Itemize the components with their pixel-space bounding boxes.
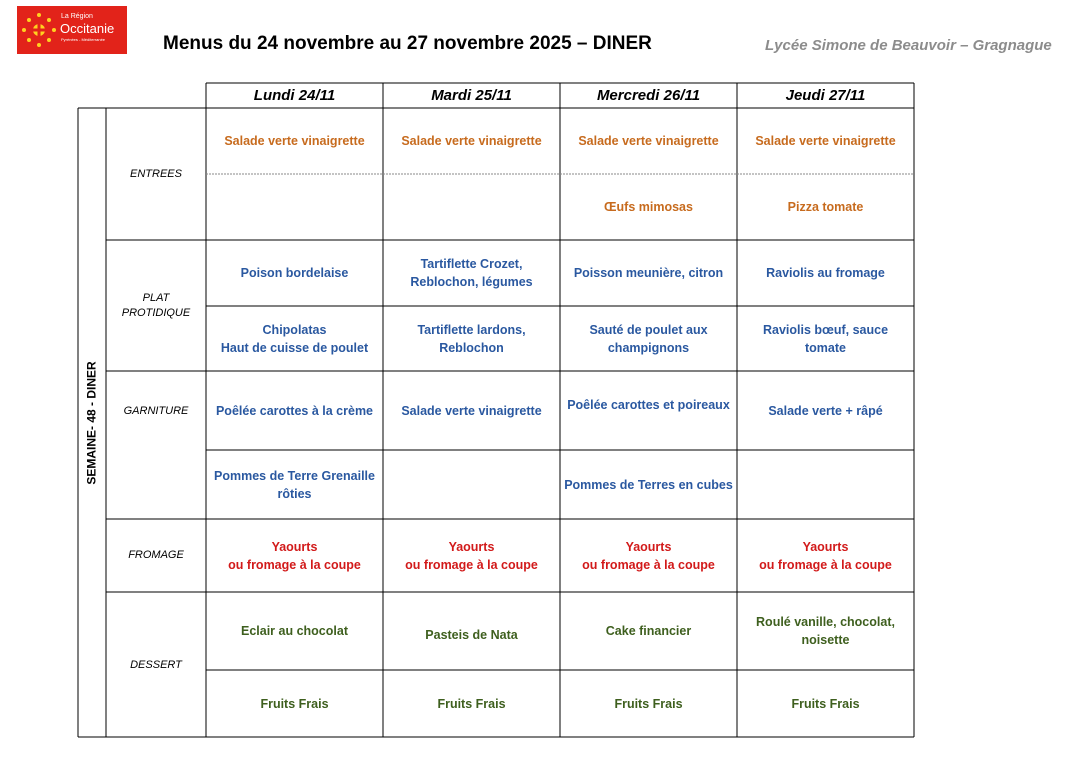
day-header: Lundi 24/11 (253, 87, 336, 104)
menu-item: Eclair au chocolat (241, 624, 348, 638)
menu-item: Raviolis bœuf, sauce tomate (762, 322, 889, 355)
menu-item: Poisson meunière, citron (573, 266, 724, 280)
menu-item: Salade verte vinaigrette (401, 403, 542, 418)
page-title: Menus du 24 novembre au 27 novembre 2025 – DINER (163, 33, 652, 54)
menu-item: Salade verte vinaigrette (755, 134, 896, 148)
menu-item: Pasteis de Nata (425, 628, 518, 642)
menu-item: Poison bordelaise (240, 266, 349, 280)
menu-item: Roulé vanille, chocolat, noisette (756, 615, 895, 647)
menu-item: Salade verte vinaigrette (401, 134, 542, 148)
menu-item: Fruits Frais (614, 696, 683, 711)
menu-item: Œufs mimosas (604, 200, 693, 214)
menu-item (206, 174, 383, 240)
menu-item: Yaourts ou fromage à la coupe (228, 539, 361, 572)
day-header: Mardi 25/11 (431, 87, 512, 104)
menu-item: Raviolis au fromage (766, 266, 885, 280)
week-label: SEMAINE- 48 - DINER (85, 360, 100, 485)
logo-line2: Occitanie (60, 21, 115, 36)
menu-item: Fruits Frais (437, 696, 506, 711)
category-dessert: DESSERT (130, 658, 182, 671)
menu-item: Poêlée carottes et poireaux (567, 398, 730, 412)
menu-item: Salade verte + râpé (768, 403, 883, 418)
menu-item: Pommes de Terre Grenaille rôties (214, 468, 375, 501)
menu-item: Fruits Frais (791, 696, 860, 711)
menu-item: Poêlée carottes à la crème (215, 403, 374, 418)
menu-item (737, 450, 914, 519)
menu-item: Pommes de Terres en cubes (564, 477, 733, 492)
day-header: Jeudi 27/11 (785, 87, 866, 104)
day-header: Mercredi 26/11 (596, 87, 701, 104)
menu-item: Sauté de poulet aux champignons (589, 322, 708, 355)
menu-item (383, 174, 560, 240)
menu-item: Salade verte vinaigrette (578, 134, 719, 148)
menu-item: Tartiflette Crozet, Reblochon, légumes (410, 257, 533, 289)
category-plat: PLAT PROTIDIQUE (121, 291, 191, 319)
menu-item: Tartiflette lardons, Reblochon (417, 322, 526, 355)
menu-item: Pizza tomate (787, 200, 864, 214)
menu-item: Fruits Frais (260, 696, 329, 711)
category-garniture: GARNITURE (123, 404, 189, 417)
logo-line3: Pyrénées - Méditerranée (61, 37, 106, 42)
menu-item: Salade verte vinaigrette (224, 134, 365, 148)
menu-item: Yaourts ou fromage à la coupe (405, 539, 538, 572)
category-fromage: FROMAGE (128, 549, 184, 561)
menu-item: Yaourts ou fromage à la coupe (582, 539, 715, 572)
logo-line1: La Région (61, 13, 93, 20)
menu-item: Cake financier (605, 624, 692, 638)
menu-item: Chipolatas Haut de cuisse de poulet (220, 322, 369, 355)
school-name: Lycée Simone de Beauvoir – Gragnague (765, 37, 1052, 54)
menu-item: Yaourts ou fromage à la coupe (759, 539, 892, 572)
menu-item (383, 450, 560, 519)
category-entrees: ENTREES (130, 167, 182, 180)
